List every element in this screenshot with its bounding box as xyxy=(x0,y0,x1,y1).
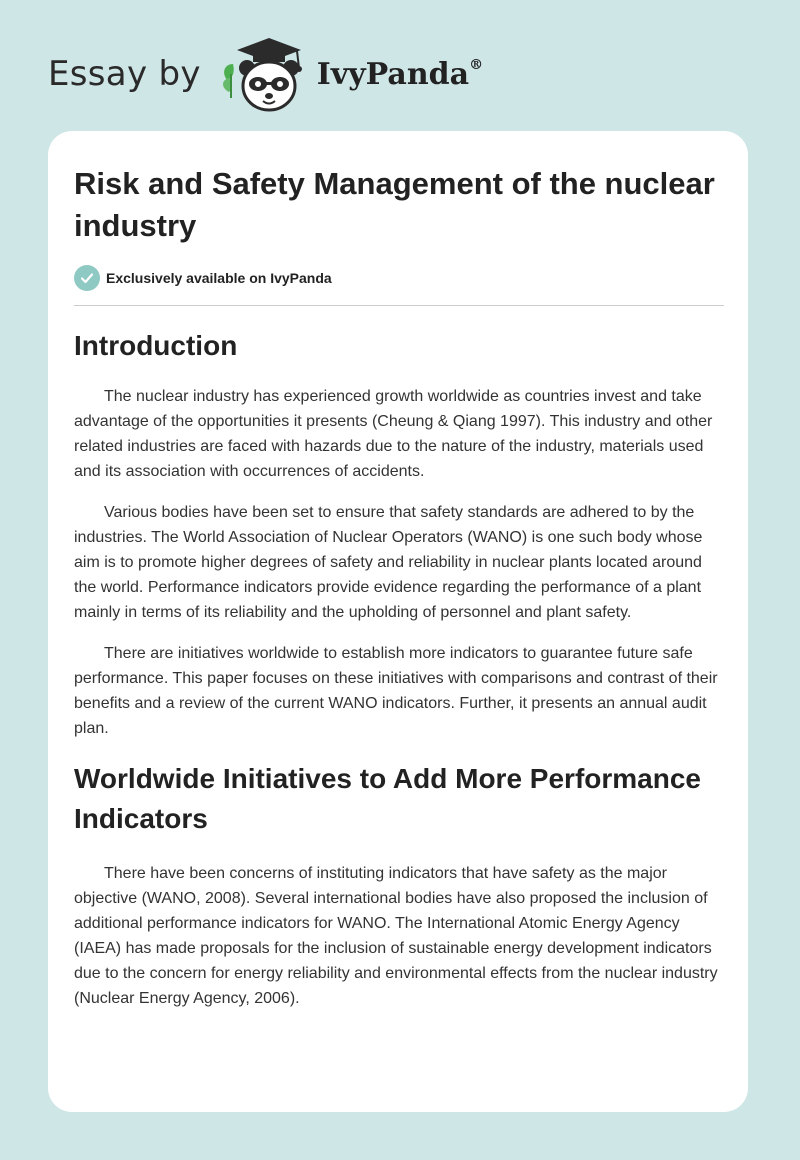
article-card xyxy=(48,131,748,1112)
section-heading-introduction: Introduction xyxy=(74,330,238,361)
page-title: Risk and Safety Management of the nuclear industry xyxy=(74,166,715,243)
registered-mark: ® xyxy=(469,56,484,73)
essay-by-label: Essay by xyxy=(48,54,201,94)
divider xyxy=(74,305,724,306)
exclusive-badge xyxy=(74,265,724,291)
paragraph: Various bodies have been set to ensure that safety standards are adhered to by the industries. The World Association of Nuclear Operators (WANO) is one such body whose aim is to promote higher degrees of safety and reliability in nuclear plants located around the world. Performance indicators provide evidence regarding the performance of a plant mainly in terms of its reliability and the upholding of personnel and plant safety. xyxy=(74,504,703,621)
paragraph: The nuclear industry has experienced growth worldwide as countries invest and take advantage of the opportunities it presents (Cheung & Qiang 1997). This industry and other related industries are faced with hazards due to the nature of the industry, materials used and its association with occurrences of accidents. xyxy=(74,388,713,480)
section-heading-worldwide-initiatives: Worldwide Initiatives to Add More Performance Indicators xyxy=(74,763,701,834)
brand-name[interactable] xyxy=(317,57,483,92)
paragraph: There have been concerns of instituting indicators that have safety as the major objective (WANO, 2008). Several international bodies have also proposed the inclusion of additional performance indicators for WANO. The International Atomic Energy Agency (IAEA) has made proposals for the inclusion of sustainable energy development indicators due to the concern for energy reliability and environmental effects from the nuclear industry (Nuclear Energy Agency, 2006). xyxy=(74,865,718,1007)
paragraph: There are initiatives worldwide to establish more indicators to guarantee future safe performance. This paper focuses on these initiatives with comparisons and contrast of their benefits and a review of the current WANO indicators. Further, it presents an annual audit plan. xyxy=(74,645,718,737)
site-header xyxy=(48,34,483,114)
check-circle-icon xyxy=(74,265,100,291)
panda-graduate-logo-icon[interactable] xyxy=(217,34,311,114)
article-content xyxy=(74,163,724,1011)
exclusive-badge-label: Exclusively available on IvyPanda xyxy=(106,270,332,286)
brand-label: IvyPanda xyxy=(316,56,470,92)
